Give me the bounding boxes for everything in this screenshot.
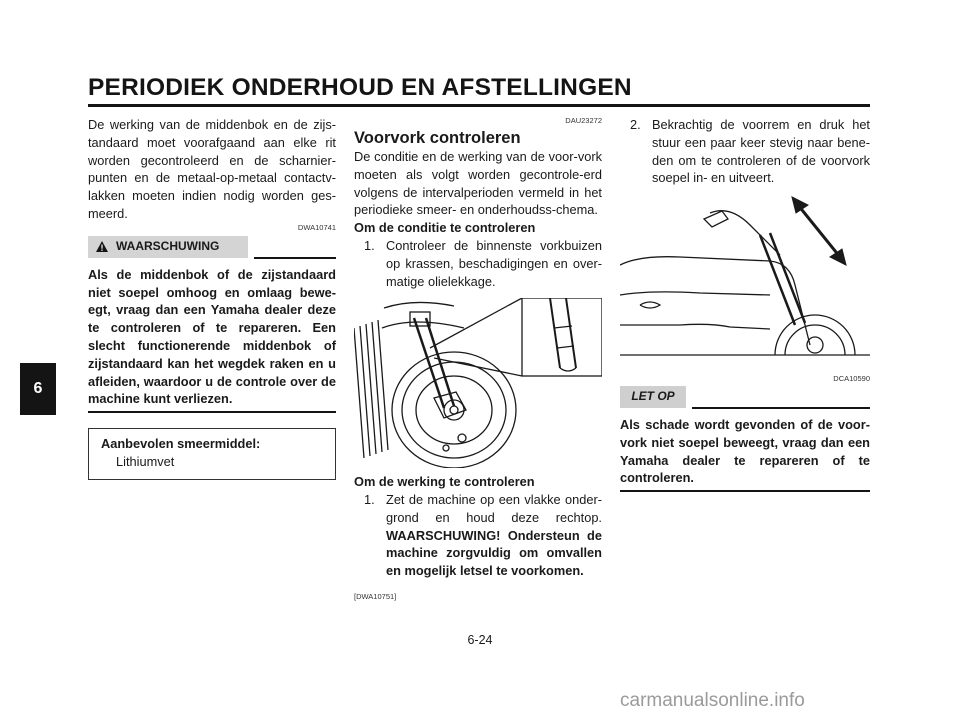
operation-ref-code: [DWA10751] xyxy=(354,591,397,601)
section-ref-code: DAU23272 xyxy=(565,116,602,125)
caution-text: Als schade wordt gevonden of de voor-vork niet soepel beweegt, vraag dan een Yamaha dealer te repareren of te controleren. xyxy=(620,416,870,486)
step-number: 2. xyxy=(630,117,641,132)
step-text: Controleer de binnenste vorkbuizen op krassen, beschadigingen en over-matige olielekkage. xyxy=(386,237,602,289)
step-number: 1. xyxy=(364,237,375,253)
caution-badge: LET OP xyxy=(620,386,686,408)
operation-step-2 xyxy=(620,116,870,187)
caution-rule xyxy=(692,407,870,409)
caution-end-rule xyxy=(620,490,870,492)
lubricant-box xyxy=(88,428,336,480)
condition-heading: Om de conditie te controleren xyxy=(354,220,536,236)
chapter-tab: 6 xyxy=(20,363,56,415)
warning-badge xyxy=(88,236,248,258)
lubricant-title: Aanbevolen smeermiddel: xyxy=(101,436,261,452)
section-title: Voorvork controleren xyxy=(354,129,521,147)
page-header-title: PERIODIEK ONDERHOUD EN AFSTELLINGEN xyxy=(88,74,632,101)
step-text xyxy=(386,491,602,580)
lubricant-value: Lithiumvet xyxy=(116,453,175,469)
stand-intro-text: De werking van de middenbok en de zijs-tandaard moet voorafgaand aan elke rit worden gecontroleerd en de scharnier-punten en de metaal-op-metaal contactv-lakken moeten indien nodig worden ges-meerd. xyxy=(88,117,336,221)
operation-warning-text: WAARSCHUWING! Ondersteun de machine zorgvuldig om omvallen en mogelijk letsel te voorkomen. xyxy=(386,527,602,579)
fork-intro-text: De conditie en de werking van de voor-vork moeten als volgt worden gecontrole-erd volgens de intervalperioden vermeld in het periodieke smeer- en onderhoudss-chema. xyxy=(354,149,602,218)
scooter-fork-compression-illustration xyxy=(620,195,870,365)
page-number: 6-24 xyxy=(467,633,493,647)
warning-triangle-icon xyxy=(96,241,108,252)
column-right xyxy=(620,116,870,492)
condition-step-1 xyxy=(354,237,602,290)
step-number: 1. xyxy=(364,491,375,507)
operation-heading: Om de werking te controleren xyxy=(354,474,535,490)
watermark-text: carmanualsonline.info xyxy=(620,690,805,711)
warning-label: WAARSCHUWING xyxy=(116,238,220,253)
caution-ref-code: DCA10590 xyxy=(833,373,870,383)
warning-ref-code: DWA10741 xyxy=(297,222,336,232)
header-rule xyxy=(88,104,870,107)
column-left xyxy=(88,116,336,480)
step-text: Bekrachtig de voorrem en druk het stuur een paar keer stevig naar bene-den om te controleren of de voorvork soepel in- en uitveert. xyxy=(652,117,870,186)
caution-header xyxy=(620,386,870,410)
warning-header xyxy=(88,234,336,260)
warning-text: Als de middenbok of de zijstandaard niet soepel omhoog en omlaag bewe-egt, vraag dan een Yamaha dealer deze te controleren of te repareren. Een slecht functionerende middenbok of zijstandaard kan het wegdek raken en u afleiden, waardoor u de controle over de machine kunt verliezen. xyxy=(88,266,336,407)
operation-step-text: Zet de machine op een vlakke onder-grond en houd deze rechtop. xyxy=(386,491,602,525)
front-fork-illustration xyxy=(354,298,602,468)
warning-end-rule xyxy=(88,411,336,413)
operation-step-1 xyxy=(354,491,602,580)
warning-rule xyxy=(254,257,336,259)
column-middle xyxy=(354,116,602,606)
